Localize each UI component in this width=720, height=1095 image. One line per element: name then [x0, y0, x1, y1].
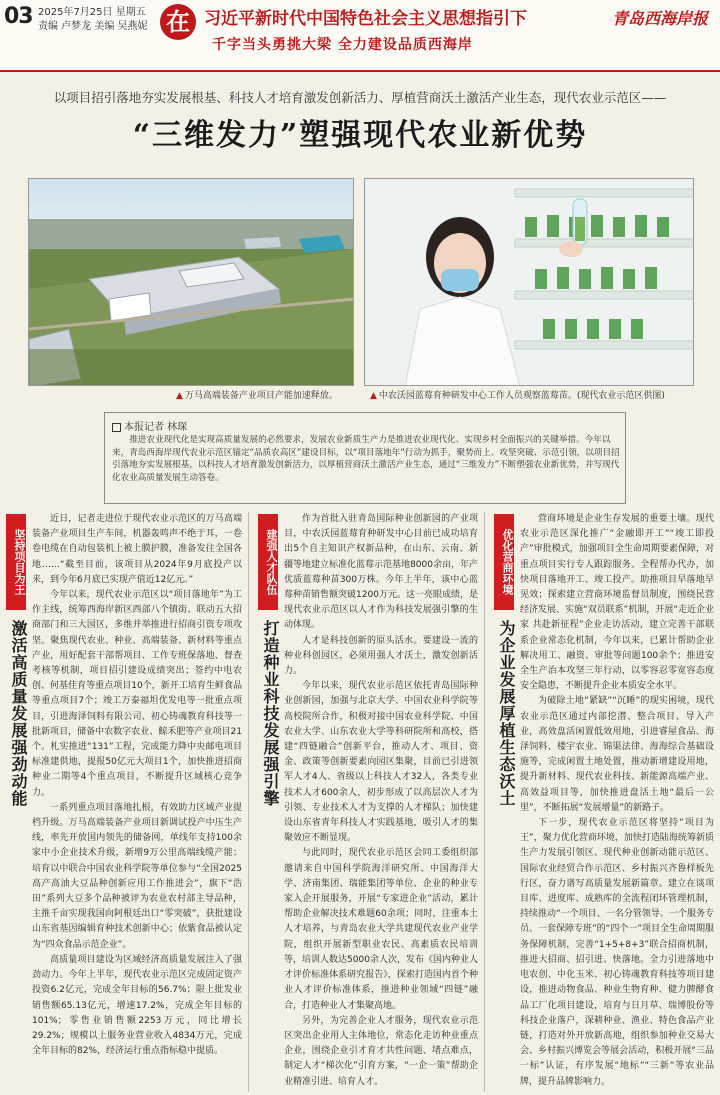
- section-subhead-2: 打造种业科技发展强引擎: [261, 620, 280, 807]
- section-2-paragraph: 人才是科技创新的原头活水。要建设一流的种业科创园区，必须用强人才沃土，激发创新活力。: [284, 635, 478, 677]
- section-body-3: [520, 512, 714, 1092]
- page-header: [0, 0, 720, 72]
- column-divider: [484, 512, 485, 1092]
- zai-seal-logo: 在: [160, 4, 196, 40]
- section-2-paragraph: 另外，为完善企业人才服务，现代农业示范区突出企业用人主体地位，常态化走访种业重点企业，围绕企业引才育才共性问题、堵点难点，制定人才“梯次化”引育方案，“一企一策”帮助企业精准引进、培育人才。: [284, 1015, 478, 1087]
- byline-text: 本报记者 林琛: [124, 422, 188, 433]
- article-headline: “三维发力”塑强现代农业新优势: [132, 118, 588, 153]
- column-banner-main: 习近平新时代中国特色社会主义思想指引下: [204, 9, 527, 29]
- section-2-paragraph: 作为首批入驻青岛国际种业创新园的产业项目，中农沃园蓝莓育种研发中心目前已成功培育出5个自主知识产权新品种，在山东、云南、新疆等地建立标准化蓝莓示范基地8000余亩，年产优质蓝莓种苗300万株。今年上半年，该中心蓝莓种苗销售额突破1200万元。这一亮眼成绩，是现代农业示范区以人才作为科技发展强引擎的生动体现。: [284, 514, 478, 631]
- column-banner-sub: 千字当头勇挑大梁 全力建设品质西海岸: [212, 37, 473, 53]
- intro-paragraph: 推进农业现代化是实现高质量发展的必然要求，发展农业新质生产力是推进农业现代化、实现乡村全面振兴的关键举措。今年以来，青岛西海岸现代农业示范区锚定“品质农高区”建设目标，以“项目落地年”行动为抓手，聚势而上、攻坚突破、示范引领，以项目招引落地夯实发展根基，以科技人才培育激发创新活力，以厚植营商沃土激活产业生态，通过“三维发力”不断塑强农业新优势，并写现代化农业高质量发展生动答卷。: [112, 435, 620, 483]
- section-tag-2: 建强人才队伍: [258, 514, 278, 610]
- page-number: 03: [4, 4, 33, 29]
- section-1-paragraph: 高质量项目建设为区域经济高质量发展注入了强劲动力。今年上半年，现代农业示范区完成固定资产投资6.2亿元，完成全年目标的56.7%；限上批发业销售额65.13亿元，增速17.2%，完成全年目标的101%；零售业销售额2253万元，同比增长29.2%；规模以上服务业营业收入4834万元，完成全年目标的82%，经济运行重点指标稳中提质。: [32, 954, 242, 1057]
- section-tag-1: 坚持项目为王: [6, 514, 26, 610]
- left-photo-caption: ▲ 万马高端装备产业项目产能加速释放。: [176, 388, 338, 401]
- section-3-paragraph: 营商环境是企业生存发展的重要土壤。现代农业示范区深化推广“金融即开工”“竣工即投产”审批模式，加强项目全生命周期要素保障，对重点项目实行专人跟踪服务、全程帮办代办，加快项目落地开工、竣工投产。助推项目早落地早见效；探索建立营商环境监督员制度，围绕民营经济发展、实施“双员联系”机制，开展“走近企业家 共赴新征程”企业走访活动，建立完善干部联系企业常态化机制，今年以来，已累计帮助企业解决用工、融资、审批等问题100余个；推进安全生产治本攻坚三年行动，以零容忍零宽容态度安全隐患，不断提升企业本质安全水平。: [520, 514, 714, 692]
- section-1-paragraph: 今年以来，现代农业示范区以“项目落地年”为工作主线，统筹西海岸新区西部八个镇街、联动五大招商部门和三大园区，多维并举推进行招商引资专项攻坚。聚焦现代农业、种业、高端装备、新材料等重点产业，用好配套干部帮项目、工作专班保落地、督查考核等机制，项目招引建设成绩突出；签约中电农创、何基佳育等重点项目10个，新开工培育生鲜食品等重点项目7个；竣工万泰福坦优发电等一批重点项目，引进海泽饲料有限公司、初心铸魂教育科技等一批新项目，储备中农数字农业、鲸禾肥等产业项目21个。札实推进“131”工程，完成能力降中央邮电项目标准建供地，提报50亿元大项目1个，加快推进招商种业二期等4个重点项目，不断提升区域核心竞争力。: [32, 590, 242, 798]
- section-2-paragraph: 今年以来，现代农业示范区依托青岛国际种业创新园，加强与北京大学、中国农业科学院等高校院所合作，积极对接中国农业科学院、中国农业大学、山东农业大学等科研院所和高校，搭建“四链融合”创新平台，推动人才、项目、资金、政策等创新要素向园区集聚，目前已引进领军人才4人、省级以上科技人才32人，各类专业技术人才600余人，初步形成了以高层次人才为引领、专业技术人才为支撑的人才梯队；加快建设山东省青年科技人才实践基地，吸引人才的集聚效应不断显现。: [284, 681, 478, 844]
- issue-date: 2025年7月25日 星期五: [38, 7, 146, 18]
- column-divider: [248, 512, 249, 1092]
- lab-worker-illustration: [365, 179, 694, 386]
- lab-worker-photo: [364, 178, 694, 386]
- section-body-1: [32, 512, 242, 1092]
- byline: [112, 418, 187, 433]
- section-3-paragraph: 下一步，现代农业示范区将坚持“项目为王”，聚力优化营商环境，加快打造陆海统筹新质生产力发展引领区、现代种业创新动能示范区、国际农业经贸合作示范区、乡村振兴齐鲁样板先行区，奋力谱写高质量发展新篇章。建立在谈项目库、进度库、成熟库的全流程闭环管理机制，持续推动“一个项目、一名分管领导、一个服务专员、一套保障专班”的“四个一”项目全生命周期服务保障机制，完善“1+5+8+3”联合招商机制，推进大招商、招引进、快落地。全力引进落地中电农创、中化玉米、初心铸魂教育科技等项目建设，推进动物食品、种业生物育种、健力脾酵食品工厂化项目建设，培育与日月草、瑞博股份等科技企业落户，深耕种业、渔业、特色食品产业链，打造对外开放新高地，组织参加种业交易大会、乡村振兴博览会等展会活动，积极开展“三品一标”认证，有序发展“地标”“三新”等农业品牌，提升品牌影响力。: [520, 818, 714, 1087]
- issue-meta: [38, 6, 148, 34]
- right-photo-caption: ▲ 中农沃园蓝莓育种研发中心工作人员观察蓝莓苗。(现代农业示范区供图): [370, 388, 665, 401]
- newspaper-brand-logo: 青岛西海岸报: [611, 9, 708, 28]
- factory-aerial-photo: [28, 178, 354, 386]
- byline-square-icon: [112, 423, 121, 432]
- editors-line: 责编 卢梦龙 美编 吴燕妮: [38, 21, 148, 32]
- section-3-paragraph: 为破除土地“紧缺”“沉睡”的现实困境，现代农业示范区通过内部挖潜、整合项目、导入产业，高效盘活闲置低效用地，引进睿屋食品、海泽饲料、楼宇农业、锦渠法律、海海综合基础设施等，完成闲置土地处置，推动新增建设用地，提升新材料、现代农业科技、新能源高端产业、高效益项目等，加快推进盘活土地“最后一公里”，不断拓展“发展增量”的新路子。: [520, 696, 714, 813]
- section-2-paragraph: 与此同时，现代农业示范区会同工委组织部邀请来自中国科学院海洋研究所、中国海洋大学、济南集团、瑞能集团等单位、企业的种业专家入企开展服务，开展“专家进企业”活动，累计帮助企业解决技术难题60余项；同时，注重本土人才培养，与青岛农业大学共建现代农业产业学院，组织开展新型职业农民、高素质农民培训等，培训人数达5000余人次，发布《国内种业人才评价标准体系研究报告》，探索打造国内首个种业人才评价标准体系，推进种业领域“四链”融合，打造种业人才集聚高地。: [284, 848, 478, 1011]
- section-subhead-3: 为企业发展厚植生态沃土: [497, 620, 516, 807]
- section-tag-3: 优化营商环境: [494, 514, 514, 610]
- section-subhead-1: 激活高质量发展强劲动能: [9, 620, 28, 807]
- factory-aerial-illustration: [29, 179, 354, 386]
- section-1-paragraph: 一系列重点项目落地扎根，有效助力区域产业提档升级。万马高端装备产业项目新调试投产中压生产线，率先开放国内领先的储备网，单线年支持100余家中小企业技术升级，新增9万公里高端线缆产能；培育以中联合中国农业科学院等单位参与“全国2025高产高油大豆品种创新应用工作推进会”，旗下“浩田”系列大豆多个品种被评为农业农村部主导品种，主推千亩实现我国向阿根廷出口“零突破”，获批建设山东省基因编辑育种技术创新中心；依紫食品被认定为“四众食品示范企业”。: [32, 802, 242, 950]
- article-kicker: 以项目招引落地夯实发展根基、科技人才培育激发创新活力、厚植营商沃土激活产业生态，现代农业示范区——: [53, 90, 667, 105]
- section-1-paragraph: 近日，记者走进位于现代农业示范区的万马高端装备产业项目生产车间，机器轰鸣声不绝于耳，一卷卷电缆在自动包装机上被上膜护膜，准备发往全国各地……“截至目前，该项目从2024年9月底投产以来，到今年6月底已实现产值近12亿元。”: [32, 514, 242, 585]
- section-body-2: [284, 512, 478, 1092]
